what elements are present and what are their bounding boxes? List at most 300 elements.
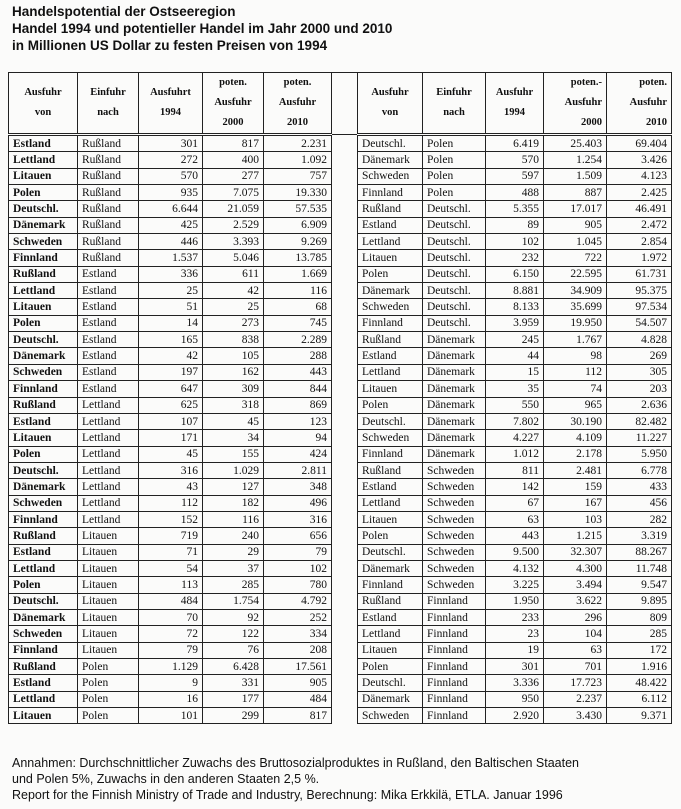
- value-2000-left: 838: [203, 332, 264, 348]
- value-2010-right: 2.854: [607, 234, 672, 250]
- table-row: [9, 544, 672, 560]
- export-from-left: Litauen: [9, 430, 78, 446]
- value-1994-left: 6.644: [139, 201, 203, 217]
- table-row: [9, 430, 672, 446]
- value-2010-right: 54.507: [607, 315, 672, 331]
- value-2000-left: 3.393: [203, 234, 264, 250]
- value-2010-right: 69.404: [607, 135, 672, 152]
- import-to-right: Dänemark: [423, 446, 486, 462]
- export-from-left: Lettland: [9, 283, 78, 299]
- table-row: [9, 185, 672, 201]
- value-2010-left: 484: [264, 691, 332, 707]
- trade-table: [8, 72, 672, 724]
- import-to-right: Finnland: [423, 642, 486, 658]
- import-to-left: Rußland: [78, 234, 139, 250]
- gap-cell: [332, 446, 358, 462]
- export-from-left: Dänemark: [9, 348, 78, 364]
- value-1994-left: 316: [139, 462, 203, 478]
- export-from-left: Rußland: [9, 266, 78, 282]
- table-row: [9, 266, 672, 282]
- value-1994-right: 6.150: [486, 266, 544, 282]
- value-2000-left: 177: [203, 691, 264, 707]
- header-2000-left: poten. Ausfuhr 2000: [203, 73, 264, 135]
- value-2010-left: 656: [264, 528, 332, 544]
- value-1994-right: 35: [486, 381, 544, 397]
- value-2010-right: 4.123: [607, 168, 672, 184]
- export-from-right: Rußland: [358, 332, 423, 348]
- export-from-left: Schweden: [9, 234, 78, 250]
- table-row: [9, 135, 672, 152]
- title-line-2: Handel 1994 und potentieller Handel im Jahr 2000 und 2010: [12, 21, 393, 36]
- value-2010-left: 1.669: [264, 266, 332, 282]
- value-1994-right: 63: [486, 511, 544, 527]
- export-from-left: Deutschl.: [9, 201, 78, 217]
- import-to-left: Rußland: [78, 135, 139, 152]
- export-from-left: Dänemark: [9, 609, 78, 625]
- table-row: [9, 201, 672, 217]
- import-to-left: Estland: [78, 381, 139, 397]
- value-2010-left: 757: [264, 168, 332, 184]
- import-to-left: Polen: [78, 659, 139, 675]
- value-2000-left: 285: [203, 577, 264, 593]
- import-to-left: Litauen: [78, 544, 139, 560]
- value-2010-right: 6.778: [607, 462, 672, 478]
- value-2010-left: 208: [264, 642, 332, 658]
- gap-cell: [332, 642, 358, 658]
- value-2000-left: 162: [203, 364, 264, 380]
- value-2010-left: 745: [264, 315, 332, 331]
- value-1994-left: 165: [139, 332, 203, 348]
- import-to-right: Polen: [423, 135, 486, 152]
- value-1994-right: 3.225: [486, 577, 544, 593]
- value-1994-right: 3.959: [486, 315, 544, 331]
- value-1994-right: 550: [486, 397, 544, 413]
- import-to-right: Deutschl.: [423, 234, 486, 250]
- value-1994-left: 45: [139, 446, 203, 462]
- value-2000-left: 182: [203, 495, 264, 511]
- import-to-left: Litauen: [78, 528, 139, 544]
- export-from-left: Finnland: [9, 250, 78, 266]
- table-row: [9, 217, 672, 233]
- value-2000-left: 273: [203, 315, 264, 331]
- import-to-right: Polen: [423, 168, 486, 184]
- import-to-left: Litauen: [78, 577, 139, 593]
- gap-cell: [332, 708, 358, 724]
- value-2000-right: 701: [544, 659, 607, 675]
- value-2010-right: 5.950: [607, 446, 672, 462]
- export-from-right: Rußland: [358, 201, 423, 217]
- value-1994-left: 112: [139, 495, 203, 511]
- footnote-source: Report for the Finnish Ministry of Trade and Industry, Berechnung: Mika Erkkilä, ETLA. Januar 1996: [12, 788, 563, 802]
- value-1994-left: 72: [139, 626, 203, 642]
- value-2010-left: 1.092: [264, 152, 332, 168]
- value-1994-right: 8.881: [486, 283, 544, 299]
- value-1994-left: 113: [139, 577, 203, 593]
- value-2000-right: 4.109: [544, 430, 607, 446]
- gap-cell: [332, 430, 358, 446]
- value-2010-right: 3.426: [607, 152, 672, 168]
- value-2010-right: 3.319: [607, 528, 672, 544]
- value-2000-right: 32.307: [544, 544, 607, 560]
- value-2000-right: 30.190: [544, 413, 607, 429]
- import-to-right: Finnland: [423, 659, 486, 675]
- table-row: [9, 397, 672, 413]
- value-1994-left: 51: [139, 299, 203, 315]
- value-2010-left: 288: [264, 348, 332, 364]
- export-from-left: Finnland: [9, 381, 78, 397]
- export-from-right: Polen: [358, 397, 423, 413]
- import-to-left: Polen: [78, 691, 139, 707]
- value-2010-left: 123: [264, 413, 332, 429]
- import-to-left: Estland: [78, 315, 139, 331]
- value-1994-right: 233: [486, 609, 544, 625]
- value-2000-right: 112: [544, 364, 607, 380]
- value-2010-right: 48.422: [607, 675, 672, 691]
- value-2000-right: 17.017: [544, 201, 607, 217]
- value-2010-left: 68: [264, 299, 332, 315]
- value-1994-right: 950: [486, 691, 544, 707]
- export-from-right: Litauen: [358, 642, 423, 658]
- value-2000-left: 92: [203, 609, 264, 625]
- value-2010-right: 11.748: [607, 560, 672, 576]
- value-2000-right: 3.430: [544, 708, 607, 724]
- value-2000-right: 34.909: [544, 283, 607, 299]
- value-2000-left: 7.075: [203, 185, 264, 201]
- value-2010-right: 282: [607, 511, 672, 527]
- table-row: [9, 381, 672, 397]
- value-2000-right: 1.254: [544, 152, 607, 168]
- import-to-right: Dänemark: [423, 348, 486, 364]
- value-2010-left: 9.269: [264, 234, 332, 250]
- export-from-right: Estland: [358, 479, 423, 495]
- value-2010-right: 1.916: [607, 659, 672, 675]
- gap-cell: [332, 462, 358, 478]
- value-2010-left: 13.785: [264, 250, 332, 266]
- value-1994-left: 16: [139, 691, 203, 707]
- export-from-left: Polen: [9, 577, 78, 593]
- value-2000-right: 2.237: [544, 691, 607, 707]
- import-to-right: Schweden: [423, 577, 486, 593]
- export-from-left: Deutschl.: [9, 462, 78, 478]
- value-2010-left: 869: [264, 397, 332, 413]
- value-2010-left: 2.289: [264, 332, 332, 348]
- value-2010-right: 9.547: [607, 577, 672, 593]
- import-to-left: Polen: [78, 675, 139, 691]
- value-2010-left: 4.792: [264, 593, 332, 609]
- value-2010-right: 88.267: [607, 544, 672, 560]
- table-row: [9, 511, 672, 527]
- value-2010-right: 172: [607, 642, 672, 658]
- export-from-left: Lettland: [9, 560, 78, 576]
- table-row: [9, 413, 672, 429]
- export-from-right: Estland: [358, 609, 423, 625]
- export-from-left: Rußland: [9, 659, 78, 675]
- import-to-right: Schweden: [423, 462, 486, 478]
- import-to-right: Deutschl.: [423, 299, 486, 315]
- value-1994-left: 107: [139, 413, 203, 429]
- value-2000-right: 3.494: [544, 577, 607, 593]
- value-1994-left: 935: [139, 185, 203, 201]
- value-2000-left: 1.029: [203, 462, 264, 478]
- table-row: [9, 234, 672, 250]
- value-2000-right: 296: [544, 609, 607, 625]
- value-2000-right: 103: [544, 511, 607, 527]
- value-2010-left: 102: [264, 560, 332, 576]
- title-line-1: Handelspotential der Ostseeregion: [12, 4, 236, 19]
- import-to-right: Dänemark: [423, 413, 486, 429]
- export-from-left: Estland: [9, 135, 78, 152]
- import-to-right: Finnland: [423, 593, 486, 609]
- value-1994-right: 488: [486, 185, 544, 201]
- import-to-left: Polen: [78, 708, 139, 724]
- export-from-right: Deutschl.: [358, 544, 423, 560]
- gap-cell: [332, 299, 358, 315]
- table-row: [9, 626, 672, 642]
- table-row: [9, 659, 672, 675]
- gap-cell: [332, 511, 358, 527]
- value-1994-right: 9.500: [486, 544, 544, 560]
- export-from-left: Rußland: [9, 528, 78, 544]
- value-2000-left: 6.428: [203, 659, 264, 675]
- value-2000-right: 74: [544, 381, 607, 397]
- import-to-right: Schweden: [423, 479, 486, 495]
- table-row: [9, 364, 672, 380]
- value-2010-left: 2.811: [264, 462, 332, 478]
- import-to-left: Rußland: [78, 168, 139, 184]
- value-1994-left: 1.537: [139, 250, 203, 266]
- header-1994-left: Ausfuhrt 1994: [139, 73, 203, 135]
- value-1994-left: 71: [139, 544, 203, 560]
- value-1994-left: 42: [139, 348, 203, 364]
- header-2000-right: poten.- Ausfuhr 2000: [544, 73, 607, 135]
- import-to-left: Litauen: [78, 593, 139, 609]
- value-1994-right: 811: [486, 462, 544, 478]
- export-from-right: Schweden: [358, 430, 423, 446]
- value-1994-left: 54: [139, 560, 203, 576]
- value-1994-right: 142: [486, 479, 544, 495]
- gap-cell: [332, 593, 358, 609]
- value-2000-left: 127: [203, 479, 264, 495]
- value-2000-right: 159: [544, 479, 607, 495]
- header-import-to-right: Einfuhr nach: [423, 73, 486, 135]
- value-1994-right: 15: [486, 364, 544, 380]
- value-1994-left: 647: [139, 381, 203, 397]
- import-to-left: Lettland: [78, 446, 139, 462]
- value-2010-right: 11.227: [607, 430, 672, 446]
- value-2010-right: 9.371: [607, 708, 672, 724]
- table-row: [9, 609, 672, 625]
- import-to-right: Finnland: [423, 691, 486, 707]
- value-2000-left: 309: [203, 381, 264, 397]
- value-2000-left: 2.529: [203, 217, 264, 233]
- title-line-3: in Millionen US Dollar zu festen Preisen von 1994: [12, 38, 328, 53]
- value-1994-left: 570: [139, 168, 203, 184]
- value-1994-right: 232: [486, 250, 544, 266]
- value-2000-left: 155: [203, 446, 264, 462]
- value-2010-left: 6.909: [264, 217, 332, 233]
- export-from-right: Finnland: [358, 446, 423, 462]
- value-2000-left: 611: [203, 266, 264, 282]
- gap-cell: [332, 626, 358, 642]
- value-2010-right: 4.828: [607, 332, 672, 348]
- export-from-right: Deutschl.: [358, 413, 423, 429]
- value-1994-left: 1.129: [139, 659, 203, 675]
- gap-cell: [332, 168, 358, 184]
- export-from-right: Lettland: [358, 364, 423, 380]
- value-2010-right: 269: [607, 348, 672, 364]
- value-2010-right: 97.534: [607, 299, 672, 315]
- export-from-left: Deutschl.: [9, 593, 78, 609]
- value-2000-right: 25.403: [544, 135, 607, 152]
- value-1994-right: 245: [486, 332, 544, 348]
- import-to-left: Rußland: [78, 185, 139, 201]
- value-1994-right: 3.336: [486, 675, 544, 691]
- value-2000-right: 2.178: [544, 446, 607, 462]
- value-2000-right: 167: [544, 495, 607, 511]
- export-from-right: Schweden: [358, 299, 423, 315]
- export-from-right: Dänemark: [358, 152, 423, 168]
- export-from-left: Polen: [9, 446, 78, 462]
- export-from-right: Estland: [358, 217, 423, 233]
- export-from-right: Polen: [358, 266, 423, 282]
- header-export-from-left: Ausfuhr von: [9, 73, 78, 135]
- value-2010-left: 316: [264, 511, 332, 527]
- value-2000-left: 240: [203, 528, 264, 544]
- export-from-left: Litauen: [9, 299, 78, 315]
- gap-cell: [332, 413, 358, 429]
- gap-cell: [332, 152, 358, 168]
- table-row: [9, 593, 672, 609]
- gap-cell: [332, 659, 358, 675]
- table-row: [9, 691, 672, 707]
- value-2000-right: 2.481: [544, 462, 607, 478]
- import-to-left: Lettland: [78, 495, 139, 511]
- export-from-right: Finnland: [358, 315, 423, 331]
- import-to-right: Dänemark: [423, 332, 486, 348]
- export-from-left: Schweden: [9, 364, 78, 380]
- import-to-right: Schweden: [423, 544, 486, 560]
- import-to-right: Deutschl.: [423, 315, 486, 331]
- table-row: [9, 332, 672, 348]
- import-to-right: Finnland: [423, 626, 486, 642]
- value-2000-left: 34: [203, 430, 264, 446]
- export-from-left: Polen: [9, 315, 78, 331]
- value-1994-right: 7.802: [486, 413, 544, 429]
- value-2000-left: 29: [203, 544, 264, 560]
- table-row: [9, 446, 672, 462]
- header-import-to-left: Einfuhr nach: [78, 73, 139, 135]
- value-2010-right: 809: [607, 609, 672, 625]
- export-from-right: Dänemark: [358, 560, 423, 576]
- gap-cell: [332, 266, 358, 282]
- import-to-right: Polen: [423, 185, 486, 201]
- gap-cell: [332, 528, 358, 544]
- table-row: [9, 462, 672, 478]
- value-2010-left: 780: [264, 577, 332, 593]
- value-2000-right: 17.723: [544, 675, 607, 691]
- value-2000-left: 25: [203, 299, 264, 315]
- value-2010-right: 2.636: [607, 397, 672, 413]
- value-2000-right: 22.595: [544, 266, 607, 282]
- value-1994-right: 102: [486, 234, 544, 250]
- value-2010-right: 203: [607, 381, 672, 397]
- value-1994-left: 446: [139, 234, 203, 250]
- import-to-left: Lettland: [78, 462, 139, 478]
- value-2010-right: 95.375: [607, 283, 672, 299]
- gap-cell: [332, 479, 358, 495]
- gap-cell: [332, 381, 358, 397]
- header-1994-right: Ausfuhr 1994: [486, 73, 544, 135]
- value-2000-left: 76: [203, 642, 264, 658]
- value-2000-right: 3.622: [544, 593, 607, 609]
- import-to-right: Deutschl.: [423, 266, 486, 282]
- value-1994-right: 19: [486, 642, 544, 658]
- export-from-left: Lettland: [9, 152, 78, 168]
- import-to-left: Estland: [78, 332, 139, 348]
- value-2010-left: 334: [264, 626, 332, 642]
- value-2000-right: 1.509: [544, 168, 607, 184]
- header-row: [9, 73, 672, 135]
- value-2000-right: 98: [544, 348, 607, 364]
- import-to-right: Deutschl.: [423, 217, 486, 233]
- value-2010-left: 817: [264, 708, 332, 724]
- export-from-right: Rußland: [358, 593, 423, 609]
- import-to-right: Dänemark: [423, 381, 486, 397]
- export-from-right: Deutschl.: [358, 675, 423, 691]
- import-to-left: Estland: [78, 348, 139, 364]
- value-1994-left: 79: [139, 642, 203, 658]
- export-from-right: Litauen: [358, 250, 423, 266]
- value-2010-right: 456: [607, 495, 672, 511]
- table-row: [9, 283, 672, 299]
- value-1994-right: 1.950: [486, 593, 544, 609]
- value-2010-right: 2.472: [607, 217, 672, 233]
- import-to-left: Lettland: [78, 413, 139, 429]
- value-2010-left: 252: [264, 609, 332, 625]
- table-row: [9, 708, 672, 724]
- value-2000-left: 318: [203, 397, 264, 413]
- value-2000-right: 1.215: [544, 528, 607, 544]
- import-to-right: Polen: [423, 152, 486, 168]
- value-1994-left: 25: [139, 283, 203, 299]
- table-row: [9, 250, 672, 266]
- table-row: [9, 152, 672, 168]
- export-from-right: Lettland: [358, 626, 423, 642]
- table-row: [9, 495, 672, 511]
- export-from-right: Deutschl.: [358, 135, 423, 152]
- import-to-left: Lettland: [78, 430, 139, 446]
- value-1994-left: 301: [139, 135, 203, 152]
- value-2010-right: 61.731: [607, 266, 672, 282]
- value-2000-right: 19.950: [544, 315, 607, 331]
- value-2010-right: 9.895: [607, 593, 672, 609]
- value-2010-right: 1.972: [607, 250, 672, 266]
- import-to-left: Litauen: [78, 626, 139, 642]
- value-1994-left: 197: [139, 364, 203, 380]
- value-1994-right: 443: [486, 528, 544, 544]
- value-1994-right: 5.355: [486, 201, 544, 217]
- export-from-right: Dänemark: [358, 283, 423, 299]
- value-2000-left: 37: [203, 560, 264, 576]
- value-1994-left: 9: [139, 675, 203, 691]
- export-from-left: Polen: [9, 185, 78, 201]
- export-from-left: Litauen: [9, 708, 78, 724]
- value-2010-left: 57.535: [264, 201, 332, 217]
- value-2000-left: 331: [203, 675, 264, 691]
- gap-cell: [332, 495, 358, 511]
- value-1994-right: 23: [486, 626, 544, 642]
- value-1994-right: 301: [486, 659, 544, 675]
